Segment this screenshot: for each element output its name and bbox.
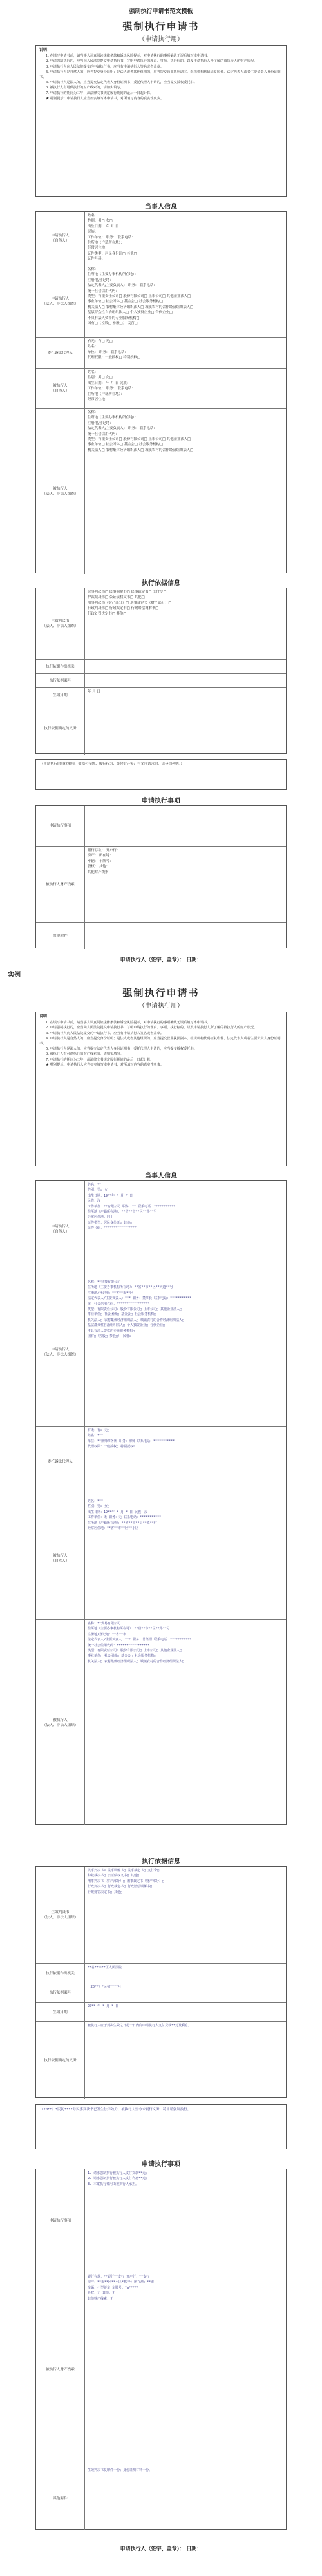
evidence-label: 其他附件 <box>36 2466 85 2530</box>
example-signature-line: 申请执行人（签字、盖章）： 日期： <box>120 2545 202 2552</box>
agent-row <box>36 337 286 368</box>
applicant-row <box>36 1181 286 1278</box>
agent-fields[interactable]: 有无：有□ 无□ 姓名： 单位： 职务： 联系电话： 代理权限：一般授权□ 特别授权□ <box>88 340 140 360</box>
applicant-org-label: 申请执行人 （法人、非法人组织） <box>36 265 85 337</box>
effective-row <box>36 687 286 702</box>
note-item: 6. 被执行人有可供执行的财产线索的，请如实填写。 <box>46 86 124 90</box>
case-no-label: 执行依据案号 <box>36 1983 85 2002</box>
applicant-row <box>36 212 286 265</box>
example-form-subtitle: （申请执行用） <box>138 1003 184 1010</box>
example-request-box <box>35 2104 287 2149</box>
note-item: 2. 申请强制执行的，应当向人民法院提交申请执行书，写明申请执行的理由、事项、执行标的，以及申请执行人所了解的被执行人的财产状况。 <box>46 59 258 64</box>
respondent-fields[interactable]: 姓名： 性别：男□ 女□ 出生日期： 年 月 日 民族： 工作单位： 职务： 联系电话： 住所地（户籍所在地）： 经常居住地： <box>88 370 135 402</box>
parties-heading: 当事人信息 <box>145 204 177 211</box>
respondent-org-label: 被执行人 （法人、非法人组织） <box>36 1620 85 1825</box>
example-request-heading: 申请执行事项 <box>142 2161 180 2168</box>
form-title: 强制执行申请书 <box>122 21 200 32</box>
request-box-text[interactable]: （申请执行的具体事项，如给付金额、履行行为、交付财产等；有多项请求的，请分别列明。） <box>40 762 184 766</box>
evidence-field[interactable]: 生效判决书复印件一份；身份证明材料一份。 <box>88 2468 153 2472</box>
respondent-row <box>36 1497 286 1619</box>
case-no-label: 执行依据案号 <box>36 674 85 687</box>
basis-fields[interactable]: 民事判决书☑ 民事调解书□ 民事裁定书□ 支付令□ 仲裁裁决书□ 公证债权文书□ 其他□ 刑事判决书（财产部分）□ 刑事裁定书（财产部分）□ 行政判决书□ 行政裁定书□ 行政赔偿调解书□ 行政处罚决定书□ 其他□ <box>88 1869 165 1894</box>
example-parties-table <box>35 1180 287 1825</box>
req-item-row <box>36 806 286 846</box>
example-enforce-table <box>35 1866 287 2098</box>
agent-fields[interactable]: 有无：有☑ 无□ 姓名：*** 单位：**律师事务所 职务：律师 联系电话：*********** 代理权限：一般授权□ 特别授权☑ <box>88 1428 175 1449</box>
effective-row <box>36 2002 286 2021</box>
basis-row <box>36 1867 286 1963</box>
note-item: 3. 申请执行人向人民法院提交的申请执行书，应当有申请执行人签名或者盖章。 <box>46 1031 164 1035</box>
property-field[interactable]: 银行存款： 开户行： 房产： 所在地： 车辆： 车牌号： 股权： 其他： 其他财产线索： <box>88 849 120 874</box>
page-title: 强制执行申请书范文模板 <box>129 8 193 15</box>
enforce-table <box>35 588 287 754</box>
signature-line: 申请执行人（签字、盖章）： 日期： <box>120 956 202 963</box>
notes-heading: 说明： <box>39 48 52 52</box>
respondent-label: 被执行人 （自然人） <box>36 1497 85 1619</box>
note-item: 4. 申请执行人是自然人的，应当提交身份证明；是法人或者其他组织的，应当提交营业执照副本、组织机构代码证复印件、法定代表人或者主要负责人身份证明书。 <box>39 70 281 80</box>
content-field[interactable]: 被执行人应于判决生效之日起十日内向申请执行人支付货款**元及利息。 <box>88 2024 192 2028</box>
req-item-row <box>36 2169 286 2273</box>
parties-table <box>35 211 287 573</box>
content-row <box>36 702 286 755</box>
court-field[interactable]: **省**市**区人民法院 <box>88 1966 122 1970</box>
req-item-field[interactable]: 1. 请求强制执行被执行人支付货款**元； 2. 请求强制执行被执行人支付利息**元； 3. 本案执行费用由被执行人承担。 <box>88 2171 149 2186</box>
applicant-org-row <box>36 1278 286 1426</box>
example-request-table <box>35 2169 287 2530</box>
example-parties-heading: 当事人信息 <box>145 1173 177 1180</box>
court-label: 执行依据作出机关 <box>36 660 85 673</box>
applicant-label: 申请执行人 （自然人） <box>36 1181 85 1278</box>
evidence-row <box>36 922 286 949</box>
property-label: 被执行人财产线索 <box>36 2273 85 2466</box>
applicant-org-label: 申请执行人 （法人、非法人组织） <box>36 1278 85 1426</box>
basis-row <box>36 588 286 659</box>
form-subtitle: （申请执行用） <box>138 36 184 43</box>
request-heading: 申请执行事项 <box>142 798 180 805</box>
court-row <box>36 659 286 673</box>
form-header <box>35 19 287 43</box>
property-field[interactable]: 银行存款：**银行**支行 开户行：**支行 房产：**市**区**小区*栋*号 所在地：**市 车辆：小型轿车 车牌号：*A***** 股权：无 其他：无 其他财产线索：无 <box>88 2275 155 2301</box>
content-label: 执行依据确定的义务 <box>36 2022 85 2099</box>
evidence-label: 其他附件 <box>36 923 85 949</box>
respondent-label: 被执行人 （自然人） <box>36 369 85 408</box>
applicant-fields[interactable]: 姓名：** 性别：男☑ 女□ 出生日期：19**年 * 月 * 日 民族：汉 工作单位：**有限公司 职务：** 联系电话：*********** 住所地（户籍所在地）：**省**市**区**路**号 经常居住地：同上 证件类型：居民身份证☑ 其他□ 证件号码：***************** <box>88 1183 176 1231</box>
note-item: ★ 特别提示：申请执行人应当如实填写本申请书，对所填写内容的真实性负责。 <box>46 1062 164 1067</box>
effective-label: 生效日期 <box>36 688 85 702</box>
respondent-org-label: 被执行人 （法人、非法人组织） <box>36 409 85 574</box>
example-label: 实例 <box>8 972 21 979</box>
note-item: 2. 申请强制执行的，应当向人民法院提交申请执行书，写明申请执行的理由、事项、执行标的，以及申请执行人所了解的被执行人的财产状况。 <box>46 1026 258 1030</box>
respondent-org-fields[interactable]: 名称：**贸易有限公司 住所地（主要办事机构所在地）：**省**市**区**路**号 注册地/登记地：**省**市 法定代表人/主要负责人：*** 职务：总经理 联系电话：*********** 统一社会信用代码：***************** 类型：有限责任公司☑ 股份有限公司□ 上市公司□ 其他企业法人□ 事业单位□ 社会团体□ 基金会□ 社会服务机构□ 机关法人□ 农村集体经济组织法人□ 城镇农村的合作经济组织法人□ <box>88 1622 192 1664</box>
basis-label: 生效判决书 （法人、非法人组织） <box>36 588 85 659</box>
example-notes-box <box>35 1012 287 1166</box>
note-item: 1. 在填写申请书前，请当事人认真阅读法律条款和诉讼风险提示，对申请执行的事项确认无误后填写本申请书。 <box>46 54 211 59</box>
applicant-label: 申请执行人 （自然人） <box>36 212 85 265</box>
note-item: 1. 在填写申请书前，请当事人认真阅读法律条款和诉讼风险提示，对申请执行的事项确认无误后填写本申请书。 <box>46 1021 211 1025</box>
agent-label: 委托诉讼代理人 <box>36 338 85 368</box>
notes-box <box>35 45 287 197</box>
req-item-label: 申请执行事项 <box>36 806 85 846</box>
request-box-text[interactable]: （20**）*民初****号民事判决书已发生法律效力，被执行人至今未履行义务，特申请强制执行。 <box>40 2108 191 2111</box>
note-item: 7. 申请执行的期间为二年，从法律文书规定履行期间的最后一日起计算。 <box>46 91 154 95</box>
note-item: ★ 特别提示：申请执行人应当如实填写本申请书，对所填写内容的真实性负责。 <box>46 96 164 101</box>
applicant-fields[interactable]: 姓名： 性别：男□ 女□ 出生日期： 年 月 日 民族： 工作单位： 职务： 联系电话： 住所地（户籍所在地）： 经常居住地： 证件类型：居民身份证□ 其他□ 证件号码： <box>88 214 137 262</box>
respondent-org-fields[interactable]: 名称： 住所地（主要办事机构所在地）： 注册地/登记地： 法定代表人/主要负责人： 职务： 联系电话： 统一社会信用代码： 类型：有限责任公司□ 股份有限公司□ 上市公司□ 其他企业法人□ 事业单位□ 社会团体□ 基金会□ 社会服务机构□ 机关法人□ 农村集体经济组织法人□ 城镇农村的合作经济组织法人□ <box>88 410 194 452</box>
agent-row <box>36 1426 286 1497</box>
request-box <box>35 759 287 790</box>
applicant-org-fields[interactable]: 名称：**科技有限公司 住所地（主要办事机构所在地）：**省**市**区**大道**号 注册地/登记地：**省**市**区 法定代表人/主要负责人：*** 职务：董事长 联系电话：*********** 统一社会信用代码：***************** 类型：有限责任公司☑ 股份有限公司□ 上市公司□ 其他企业法人□ 事业单位□ 社会团体□ 基金会□ 社会服务机构□ 机关法人□ 农村集体经济组织法人□ 城镇农村的合作经济组织法人□ 基层群众性自治组织法人□ 个人独资企业□ 合伙企业□ 不具有法人资格的专业服务机构□ 国有□（控股□ 参股□） 民营☑ <box>88 1280 192 1339</box>
respondent-fields[interactable]: 姓名：*** 性别：男☑ 女□ 出生日期：19**年 * 月 * 日 民族：汉 工作单位：无 职务：无 联系电话：*********** 住所地（户籍所在地）：**省**市**县**镇**村 经常居住地：**省**市**区**小区 <box>88 1499 162 1531</box>
agent-label: 委托诉讼代理人 <box>36 1427 85 1497</box>
applicant-org-row <box>36 265 286 337</box>
court-row <box>36 1963 286 1983</box>
req-item-label: 申请执行事项 <box>36 2169 85 2273</box>
respondent-org-row <box>36 1619 286 1825</box>
example-form-title: 强制执行申请书 <box>122 987 200 999</box>
example-form-header <box>35 986 287 1010</box>
notes-heading: 说明： <box>39 1014 52 1019</box>
note-item: 6. 被执行人有可供执行的财产线索的，请如实填写。 <box>46 1052 124 1057</box>
basis-label: 生效判决书 （法人、非法人组织） <box>36 1867 85 1963</box>
basis-fields[interactable]: 民事判决书□ 民事调解书□ 民事裁定书□ 支付令□ 仲裁裁决书□ 公证债权文书□ 其他□ 刑事判决书（财产部分）□ 刑事裁定书（财产部分）□ 行政判决书□ 行政裁定书□ 行政赔偿调解书□ 行政处罚决定书□ 其他□ <box>88 590 172 616</box>
property-row <box>36 846 286 922</box>
request-table <box>35 805 287 948</box>
content-row <box>36 2021 286 2099</box>
property-row <box>36 2273 286 2466</box>
respondent-row <box>36 368 286 408</box>
example-enforce-heading: 执行依据信息 <box>142 1858 180 1865</box>
respondent-org-row <box>36 408 286 574</box>
applicant-org-fields[interactable]: 名称： 住所地（主要办事机构所在地）： 注册地/登记地： 法定代表人/主要负责人： 职务： 联系电话： 统一社会信用代码： 类型：有限责任公司□ 股份有限公司□ 上市公司□ 其他企业法人□ 事业单位□ 社会团体□ 基金会□ 社会服务机构□ 机关法人□ 农村集体经济组织法人□ 城镇农村的合作经济组织法人□ 基层群众性自治组织法人□ 个人独资企业□ 合伙企业□ 不具有法人资格的专业服务机构□ 国有□（控股□ 参股□） 民营□ <box>88 267 194 326</box>
note-item: 5. 申请执行人是法人的，应当提交法定代表人身份证明书；委托代理人申请的，应当提交授权委托书。 <box>46 81 197 85</box>
enforce-heading: 执行依据信息 <box>142 580 180 587</box>
case-no-row <box>36 673 286 687</box>
property-label: 被执行人财产线索 <box>36 847 85 922</box>
case-no-row <box>36 1983 286 2002</box>
effective-field[interactable]: 20** 年 * 月 * 日 <box>88 2004 119 2008</box>
court-label: 执行依据作出机关 <box>36 1964 85 1983</box>
note-item: 4. 申请执行人是自然人的，应当提交身份证明；是法人或者其他组织的，应当提交营业执照副本、组织机构代码证复印件、法定代表人或者主要负责人身份证明书。 <box>39 1036 281 1046</box>
note-item: 5. 申请执行人是法人的，应当提交法定代表人身份证明书；委托代理人申请的，应当提交授权委托书。 <box>46 1047 197 1052</box>
note-item: 3. 申请执行人向人民法院提交的申请执行书，应当有申请执行人签名或者盖章。 <box>46 64 164 69</box>
case-no-field[interactable]: （20**）*民初****号 <box>88 1985 122 1989</box>
effective-label: 生效日期 <box>36 2003 85 2021</box>
note-item: 7. 申请执行的期间为二年，从法律文书规定履行期间的最后一日起计算。 <box>46 1057 154 1062</box>
effective-field[interactable]: 年 月 日 <box>88 690 100 694</box>
evidence-row <box>36 2466 286 2530</box>
content-label: 执行依据确定的义务 <box>36 702 85 755</box>
